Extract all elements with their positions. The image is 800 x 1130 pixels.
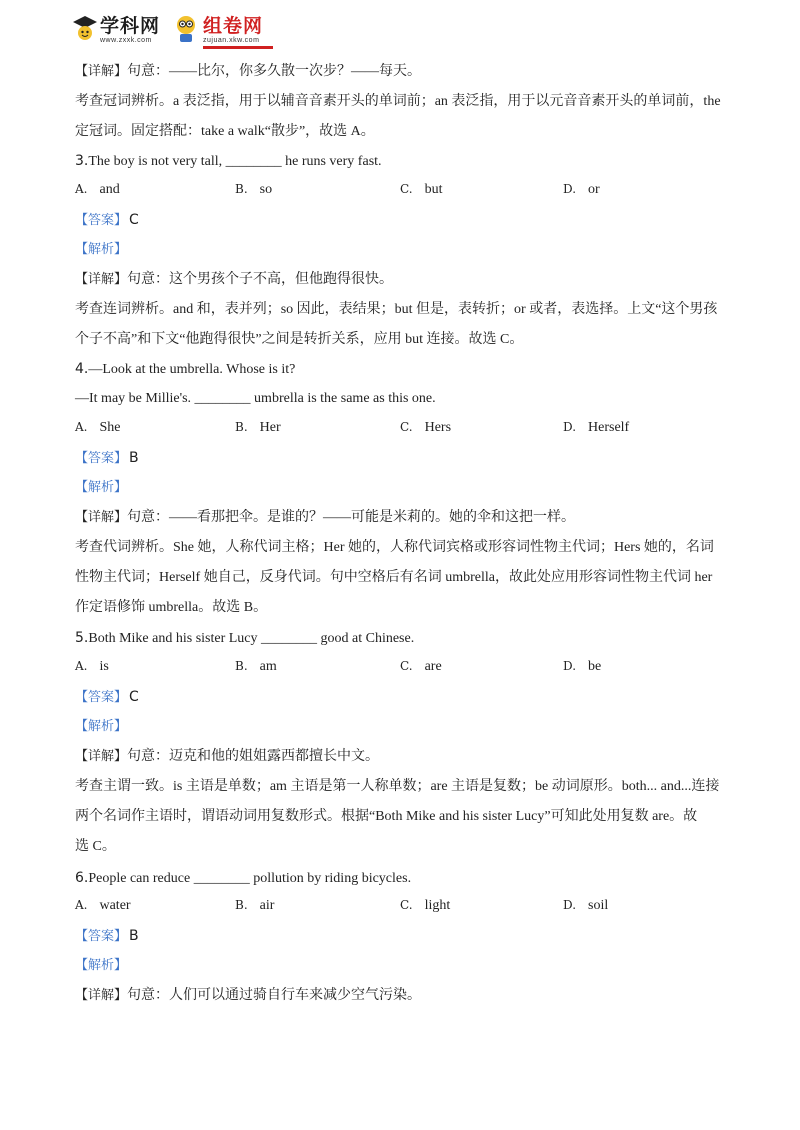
q6-option-d[interactable] [563, 898, 608, 914]
detail-text: 句意：人们可以通过骑自行车来减少空气污染。 [127, 988, 422, 1003]
option-letter: A. [75, 420, 88, 434]
q5-option-c[interactable] [400, 659, 442, 675]
answer-label: 【答案】 [75, 929, 128, 944]
q6-answer [75, 927, 139, 946]
zxxk-logo-text: 学科网 [100, 15, 161, 37]
q5-explain-line-3: 选 C。 [75, 839, 116, 854]
q3-answer [75, 211, 139, 230]
question-number: 4. [75, 361, 89, 377]
option-letter: B. [235, 182, 248, 196]
answer-value: B [129, 928, 139, 944]
q5-stem [75, 629, 414, 648]
option-letter: C. [400, 898, 413, 912]
option-letter: A. [75, 659, 88, 673]
graduate-cap-icon [72, 14, 98, 42]
q5-explain-line-1: 考查主谓一致。is 主语是单数；am 主语是第一人称单数；are 主语是复数；be 动词原形。both... and...连接 [75, 779, 720, 794]
question-stem-text: Both Mike and his sister Lucy ________ good at Chinese. [88, 631, 415, 646]
q2-explain-line-1: 考查冠词辨析。a 表泛指，用于以辅音音素开头的单词前；an 表泛指，用于以元音音素开头的单词前，the [75, 94, 721, 109]
detail-label: 【详解】 [75, 272, 128, 287]
option-text: am [259, 659, 277, 674]
q3-explain-line-1: 考查连词辨析。and 和，表并列；so 因此，表结果；but 但是，表转折；or 或者，表选择。上文“这个男孩 [75, 302, 718, 317]
detail-text: 句意：迈克和他的姐姐露西都擅长中文。 [127, 749, 380, 764]
option-letter: D. [563, 659, 577, 673]
q4-explain-line-2: 性物主代词；Herself 她自己，反身代词。句中空格后有名词 umbrella，故此处应用形容词性物主代词 her [75, 570, 713, 585]
q4-explain-line-3: 作定语修饰 umbrella。故选 B。 [75, 600, 268, 615]
q4-stem-line-2: —It may be Millie's. ________ umbrella is the same as this one. [75, 391, 436, 406]
option-letter: A. [75, 182, 88, 196]
option-text: Her [259, 420, 281, 435]
analysis-label: 【解析】 [75, 242, 128, 257]
q4-option-d[interactable] [563, 420, 629, 436]
analysis-label: 【解析】 [75, 719, 128, 734]
option-letter: D. [563, 182, 577, 196]
option-text: Hers [424, 420, 452, 435]
option-text: Herself [588, 420, 630, 435]
zxxk-logo-url: www.zxxk.com [100, 37, 152, 44]
q4-answer [75, 449, 139, 468]
option-letter: D. [563, 420, 577, 434]
q4-explain-line-1: 考查代词辨析。She 她，人称代词主格；Her 她的，人称代词宾格或形容词性物主代词；Hers 她的，名词 [75, 540, 714, 555]
option-text: so [259, 182, 273, 197]
zxxk-logo[interactable] [70, 10, 165, 50]
q3-stem [75, 152, 382, 171]
detail-text: 句意：——看那把伞。是谁的？——可能是米莉的。她的伞和这把一样。 [127, 510, 576, 525]
answer-label: 【答案】 [75, 690, 128, 705]
question-number: 5. [75, 630, 89, 646]
option-letter: B. [235, 420, 248, 434]
detail-label: 【详解】 [75, 749, 128, 764]
q2-detail-line [75, 63, 421, 81]
question-number: 6. [75, 870, 89, 886]
question-stem-text: —Look at the umbrella. Whose is it? [88, 362, 296, 377]
q6-option-c[interactable] [400, 898, 450, 914]
q6-detail-line [75, 987, 421, 1005]
option-letter: C. [400, 420, 413, 434]
option-letter: B. [235, 898, 248, 912]
analysis-label: 【解析】 [75, 480, 128, 495]
option-text: is [99, 659, 109, 674]
answer-value: C [129, 689, 139, 705]
q5-detail-line [75, 748, 379, 766]
q3-option-c[interactable] [400, 182, 442, 198]
option-text: soil [588, 898, 609, 913]
q4-detail-line [75, 509, 575, 527]
q4-option-a[interactable] [75, 420, 120, 436]
zujuan-logo-text: 组卷网 [203, 15, 264, 37]
option-text: be [588, 659, 602, 674]
q5-explain-line-2: 两个名词作主语时，谓语动词用复数形式。根据“Both Mike and his sister Lucy”可知此处用复数 are。故 [75, 809, 698, 824]
detail-label: 【详解】 [75, 64, 128, 79]
q5-option-b[interactable] [235, 659, 277, 675]
q3-detail-line [75, 271, 393, 289]
q4-analysis [75, 479, 127, 497]
q6-stem [75, 869, 411, 888]
option-letter: A. [75, 898, 88, 912]
detail-text: 句意：这个男孩个子不高，但他跑得很快。 [127, 272, 394, 287]
q3-analysis [75, 241, 127, 259]
q6-analysis [75, 957, 127, 975]
q3-option-d[interactable] [563, 182, 600, 198]
option-letter: C. [400, 182, 413, 196]
page-header [70, 10, 300, 50]
answer-label: 【答案】 [75, 451, 128, 466]
option-letter: B. [235, 659, 248, 673]
logo-underline [203, 46, 273, 49]
option-text: and [99, 182, 120, 197]
option-letter: D. [563, 898, 577, 912]
option-text: or [588, 182, 600, 197]
analysis-label: 【解析】 [75, 958, 128, 973]
option-text: light [424, 898, 451, 913]
zujuan-logo[interactable] [173, 10, 283, 50]
q5-analysis [75, 718, 127, 736]
mascot-icon [173, 14, 199, 44]
q4-stem [75, 360, 295, 379]
q3-option-a[interactable] [75, 182, 120, 198]
detail-label: 【详解】 [75, 988, 128, 1003]
option-text: She [99, 420, 121, 435]
detail-label: 【详解】 [75, 510, 128, 525]
option-letter: C. [400, 659, 413, 673]
answer-label: 【答案】 [75, 213, 128, 228]
option-text: air [259, 898, 275, 913]
q3-option-b[interactable] [235, 182, 272, 198]
option-text: but [424, 182, 443, 197]
q2-explain-line-2: 定冠词。固定搭配：take a walk“散步”，故选 A。 [75, 124, 375, 139]
q2-detail-text: 句意：——比尔，你多久散一次步？——每天。 [127, 64, 422, 79]
q4-option-b[interactable] [235, 420, 281, 436]
q6-option-b[interactable] [235, 898, 274, 914]
answer-value: B [129, 450, 139, 466]
q4-option-c[interactable] [400, 420, 451, 436]
zujuan-logo-url: zujuan.xkw.com [203, 37, 260, 44]
question-stem-text: People can reduce ________ pollution by riding bicycles. [88, 871, 412, 886]
question-number: 3. [75, 153, 89, 169]
q6-option-a[interactable] [75, 898, 131, 914]
answer-value: C [129, 212, 139, 228]
option-text: are [424, 659, 442, 674]
q3-explain-line-2: 个子不高”和下文“他跑得很快”之间是转折关系，应用 but 连接。故选 C。 [75, 332, 524, 347]
q5-answer [75, 688, 139, 707]
q5-option-a[interactable] [75, 659, 109, 675]
q5-option-d[interactable] [563, 659, 601, 675]
question-stem-text: The boy is not very tall, ________ he runs very fast. [88, 154, 382, 169]
option-text: water [99, 898, 131, 913]
